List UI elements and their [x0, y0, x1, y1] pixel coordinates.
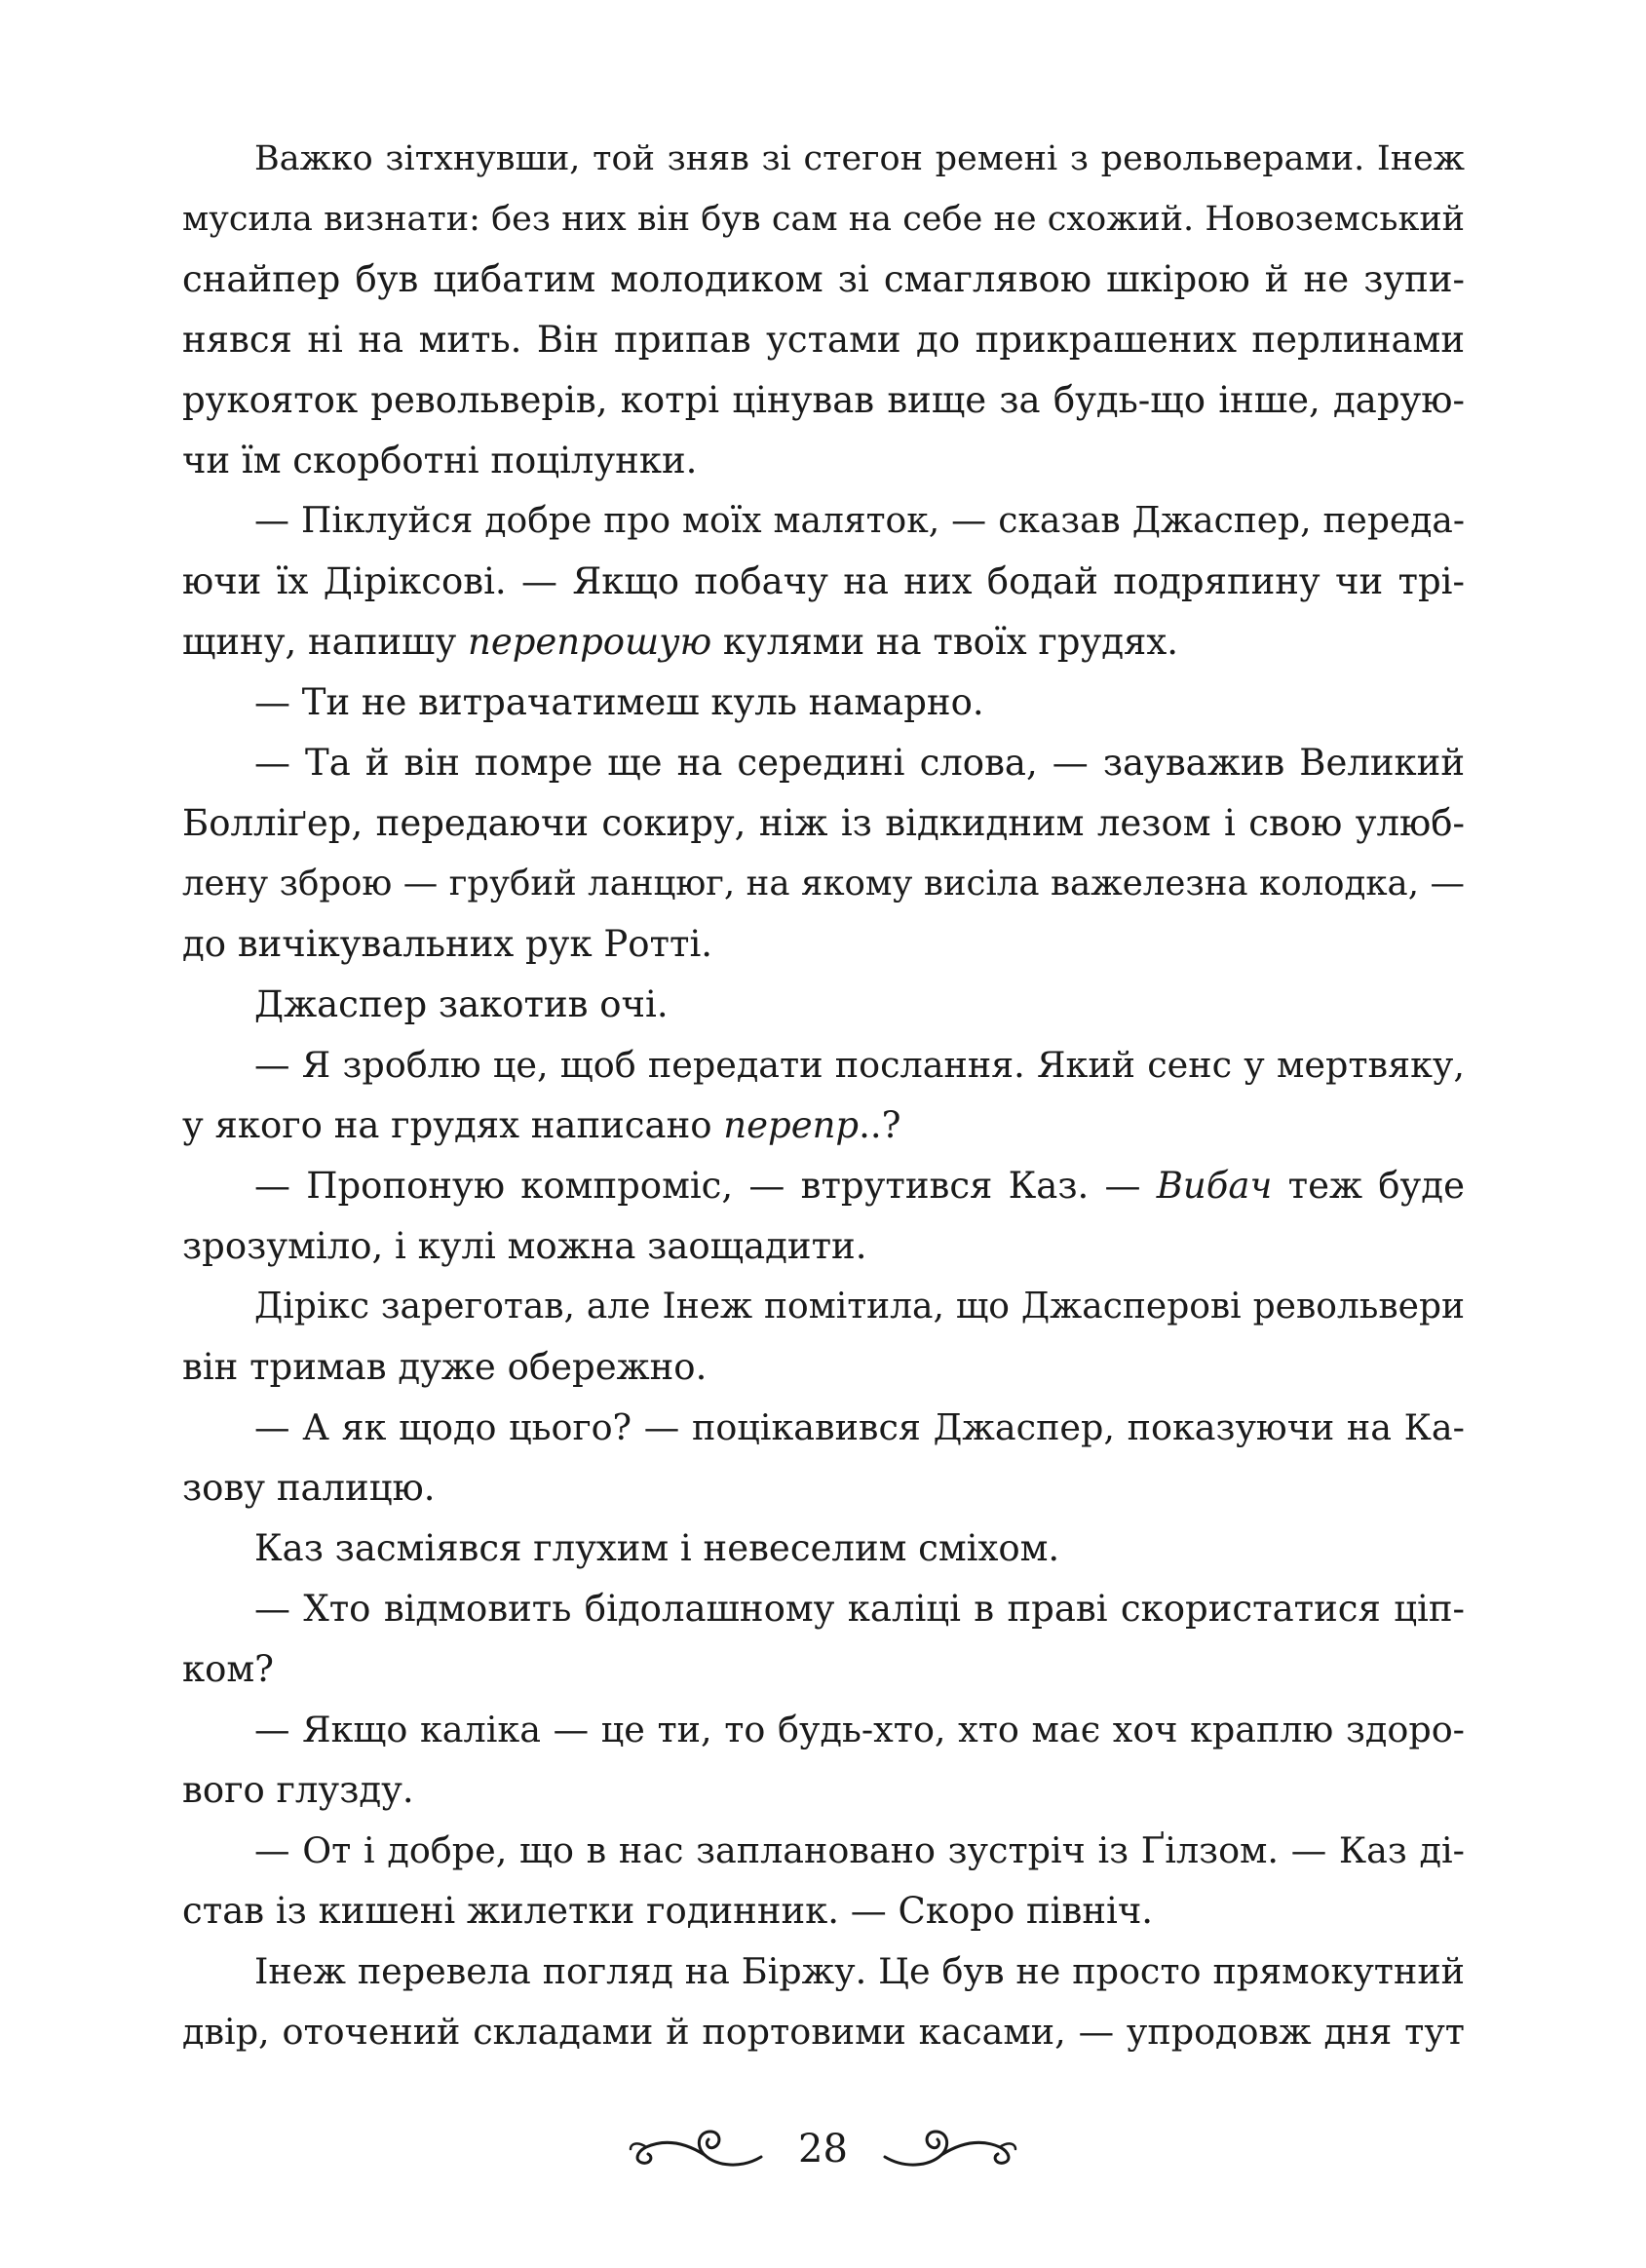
text-line	[182, 1156, 1465, 1216]
text-run: снайпер був цибатим молодиком зі смаглявою шкірою й не зупи-	[182, 258, 1465, 300]
text-line	[182, 1337, 1465, 1398]
text-line	[182, 1941, 1465, 2002]
page-body	[182, 129, 1465, 2062]
page-number: 28	[798, 2127, 848, 2172]
text-line	[182, 612, 1465, 673]
italic-text: перепрошую	[467, 621, 712, 663]
text-run: Важко зітхнувши, той зняв зі стегон ремені з револьверами. Інеж	[254, 139, 1465, 178]
text-run: ком?	[182, 1648, 275, 1690]
text-run: Інеж перевела погляд на Біржу. Це був не просто прямокутний	[254, 1950, 1465, 1992]
text-line	[182, 1518, 1465, 1579]
text-run: ючи їх Діріксові. — Якщо побачу на них бодай подряпину чи трі-	[182, 560, 1465, 602]
right-flourish-ornament	[875, 2120, 1021, 2178]
italic-text: перепр	[723, 1104, 860, 1146]
text-run: — Якщо каліка — це ти, то будь-хто, хто має хоч краплю здоро-	[254, 1709, 1465, 1750]
text-line	[182, 1760, 1465, 1821]
text-line	[182, 673, 1465, 733]
text-run: вого глузду.	[182, 1769, 414, 1811]
text-line	[182, 1216, 1465, 1277]
text-line	[182, 854, 1465, 914]
text-line	[182, 1821, 1465, 1881]
text-line	[182, 733, 1465, 793]
text-line	[182, 189, 1465, 250]
text-run: — Пропоную компроміс, — втрутився Каз. —	[254, 1165, 1157, 1207]
page-footer	[0, 2120, 1646, 2198]
text-line	[182, 1639, 1465, 1700]
left-flourish-ornament	[625, 2120, 771, 2178]
text-line	[182, 1096, 1465, 1156]
text-run: Джаспер закотив очі.	[254, 983, 669, 1025]
text-line	[182, 1700, 1465, 1760]
text-line	[182, 552, 1465, 612]
text-line	[182, 914, 1465, 975]
text-run: став із кишені жилетки годинник. — Скоро північ.	[182, 1890, 1154, 1932]
text-run: нявся ні на мить. Він припав устами до прикрашених перлинами	[182, 319, 1465, 361]
text-run: Болліґер, передаючи сокиру, ніж із відкидним лезом і свою улюб-	[182, 802, 1465, 844]
text-line	[182, 1277, 1465, 1337]
text-line	[182, 2002, 1465, 2062]
text-run: — Я зроблю це, щоб передати послання. Який сенс у мертвяку,	[254, 1044, 1465, 1086]
text-run: — Ти не витрачатимеш куль намарно.	[254, 681, 984, 723]
text-run: мусила визнати: без них він був сам на себе не схожий. Новоземський	[182, 200, 1465, 239]
text-run: лену зброю — грубий ланцюг, на якому висіла важелезна колодка, —	[182, 864, 1465, 903]
text-run: у якого на грудях написано	[182, 1104, 724, 1146]
text-run: — Піклуйся добре про моїх маляток, — сказав Джаспер, переда-	[254, 501, 1465, 541]
text-line	[182, 310, 1465, 370]
text-run: Каз засміявся глухим і невеселим сміхом.	[254, 1527, 1060, 1569]
text-run: ..?	[859, 1104, 901, 1146]
text-line	[182, 1458, 1465, 1518]
text-run: кулями на твоїх грудях.	[711, 621, 1178, 663]
text-run: рукояток револьверів, котрі цінував вище за будь-що інше, дарую-	[182, 379, 1465, 421]
text-run: до вичікувальних рук Ротті.	[182, 923, 713, 965]
text-run: — Та й він помре ще на середині слова, — зауважив Великий	[254, 742, 1465, 784]
text-run: — Хто відмовить бідолашному каліці в праві скористатися ціп-	[254, 1588, 1465, 1630]
text-line	[182, 250, 1465, 310]
text-line	[182, 1398, 1465, 1458]
text-line	[182, 1579, 1465, 1639]
text-run: — От і добре, що в нас заплановано зустріч із Ґілзом. — Каз ді-	[254, 1829, 1465, 1871]
text-line	[182, 1035, 1465, 1096]
text-run: двір, оточений складами й портовими касами, — упродовж дня тут	[182, 2011, 1465, 2053]
text-run: зрозуміло, і кулі можна заощадити.	[182, 1225, 867, 1267]
text-line	[182, 491, 1465, 552]
text-run: зову палицю.	[182, 1467, 436, 1509]
text-run: чи їм скорботні поцілунки.	[182, 440, 698, 481]
text-run: теж буде	[1272, 1165, 1465, 1207]
text-line	[182, 793, 1465, 854]
italic-text: Вибач	[1156, 1165, 1273, 1207]
text-line	[182, 370, 1465, 431]
text-line	[182, 975, 1465, 1035]
text-line	[182, 1881, 1465, 1941]
text-run: він тримав дуже обережно.	[182, 1346, 708, 1388]
text-line	[182, 129, 1465, 189]
text-run: щину, напишу	[182, 621, 468, 663]
text-line	[182, 431, 1465, 491]
text-run: — А як щодо цього? — поцікавився Джаспер, показуючи на Ка-	[254, 1406, 1465, 1448]
text-run: Дірікс зареготав, але Інеж помітила, що Джасперові револьвери	[254, 1287, 1465, 1326]
